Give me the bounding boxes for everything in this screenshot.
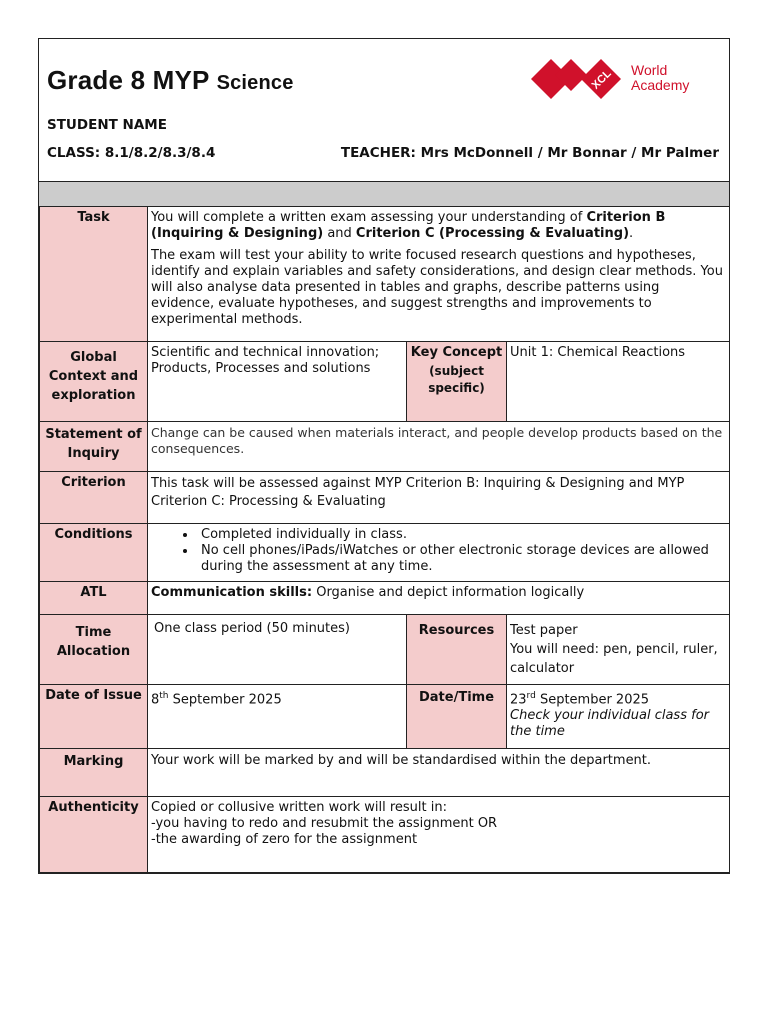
conditions-label: Conditions xyxy=(40,524,148,582)
inquiry-label: Statement of Inquiry xyxy=(40,422,148,472)
authenticity-value xyxy=(148,797,730,873)
issue-day: 8 xyxy=(151,692,160,708)
resources-item: Test paper xyxy=(510,623,578,638)
header xyxy=(39,39,729,181)
date-time-note: Check your individual class for the time xyxy=(510,708,709,740)
row-criterion xyxy=(40,472,730,524)
page-title xyxy=(47,65,294,96)
row-global-context xyxy=(40,342,730,422)
time-value: One class period (50 minutes) xyxy=(148,615,407,685)
date-time-label: Date/Time xyxy=(407,685,507,749)
issue-day-suffix: th xyxy=(159,691,169,701)
marking-label: Marking xyxy=(40,749,148,797)
resources-item: You will need: pen, pencil, ruler, calculator xyxy=(510,642,718,676)
global-context-label: Global Context and exploration xyxy=(40,342,148,422)
conditions-item: • Completed individually in class. xyxy=(197,527,726,543)
resources-value xyxy=(507,615,730,685)
authenticity-label: Authenticity xyxy=(40,797,148,873)
student-name-label: STUDENT NAME xyxy=(47,117,167,133)
section-divider-bar xyxy=(39,181,729,207)
task-paragraph-1 xyxy=(151,210,726,242)
teacher-line: TEACHER: Mrs McDonnell / Mr Bonnar / Mr Palmer xyxy=(340,145,719,161)
row-date xyxy=(40,685,730,749)
date-issue-label: Date of Issue xyxy=(40,685,148,749)
row-statement-of-inquiry xyxy=(40,422,730,472)
atl-skill: Communication skills: xyxy=(151,585,313,600)
criterion-label: Criterion xyxy=(40,472,148,524)
issue-rest: September 2025 xyxy=(168,692,282,708)
conditions-list-cell xyxy=(148,524,730,582)
logo-text-world: World xyxy=(631,62,668,78)
task-criterion-b: Criterion B (Inquiring & Designing) xyxy=(151,210,666,241)
task-content xyxy=(148,207,730,342)
school-logo xyxy=(531,57,721,101)
conditions-item: • No cell phones/iPads/iWatches or other electronic storage devices are allowed during the assessment at any time. xyxy=(197,543,726,575)
logo-text xyxy=(631,63,689,93)
row-conditions xyxy=(40,524,730,582)
atl-value xyxy=(148,582,730,615)
dt-rest: September 2025 xyxy=(535,692,650,708)
class-line: CLASS: 8.1/8.2/8.3/8.4 xyxy=(47,145,216,161)
key-concept-cell xyxy=(407,342,507,422)
title-main: Grade 8 MYP xyxy=(47,65,210,95)
row-time-allocation xyxy=(40,615,730,685)
date-issue-value xyxy=(148,685,407,749)
authenticity-line: Copied or collusive written work will result in: xyxy=(151,800,447,815)
row-marking xyxy=(40,749,730,797)
logo-text-academy: Academy xyxy=(631,77,690,93)
logo-mark-text: XCL xyxy=(589,67,614,92)
task-text-c: and xyxy=(323,226,356,241)
criterion-value: This task will be assessed against MYP Criterion B: Inquiring & Designing and MYP Criterion C: Processing & Evaluating xyxy=(148,472,730,524)
dt-day: 23 xyxy=(510,692,527,708)
marking-value: Your work will be marked by and will be standardised within the department. xyxy=(148,749,730,797)
task-text-e: . xyxy=(629,226,634,241)
conditions-list xyxy=(151,527,726,575)
global-context-value: Scientific and technical innovation; Products, Processes and solutions xyxy=(148,342,407,422)
key-concept-label: Key Concept xyxy=(410,345,503,360)
key-concept-sub: (subject specific) xyxy=(428,364,485,395)
date-time-value xyxy=(507,685,730,749)
task-criterion-c: Criterion C (Processing & Evaluating) xyxy=(355,226,630,241)
authenticity-line: -you having to redo and resubmit the assignment OR xyxy=(151,816,498,831)
row-authenticity xyxy=(40,797,730,873)
key-concept-value: Unit 1: Chemical Reactions xyxy=(507,342,730,422)
task-label: Task xyxy=(40,207,148,342)
row-atl xyxy=(40,582,730,615)
date-time-main xyxy=(510,688,726,708)
assessment-details-table xyxy=(39,206,730,873)
atl-label: ATL xyxy=(40,582,148,615)
dt-day-suffix: rd xyxy=(526,691,536,701)
task-paragraph-2: The exam will test your ability to write focused research questions and hypotheses, identify and explain variables and safety considerations, and design clear methods. You will also analyse data presented in tables and graphs, describe patterns using evidence, evaluate hypotheses, and suggest strengths and improvements to experimental methods. xyxy=(151,248,723,327)
time-label: Time Allocation xyxy=(40,615,148,685)
row-task xyxy=(40,207,730,342)
assessment-sheet xyxy=(38,38,730,874)
inquiry-value: Change can be caused when materials interact, and people develop products based on the consequences. xyxy=(148,422,730,472)
atl-text: Organise and depict information logically xyxy=(312,585,585,600)
task-text-a: You will complete a written exam assessing your understanding of xyxy=(151,210,587,225)
title-sub: Science xyxy=(216,72,294,94)
authenticity-line: -the awarding of zero for the assignment xyxy=(151,832,418,847)
logo-diamonds-icon xyxy=(531,57,627,101)
resources-label: Resources xyxy=(407,615,507,685)
